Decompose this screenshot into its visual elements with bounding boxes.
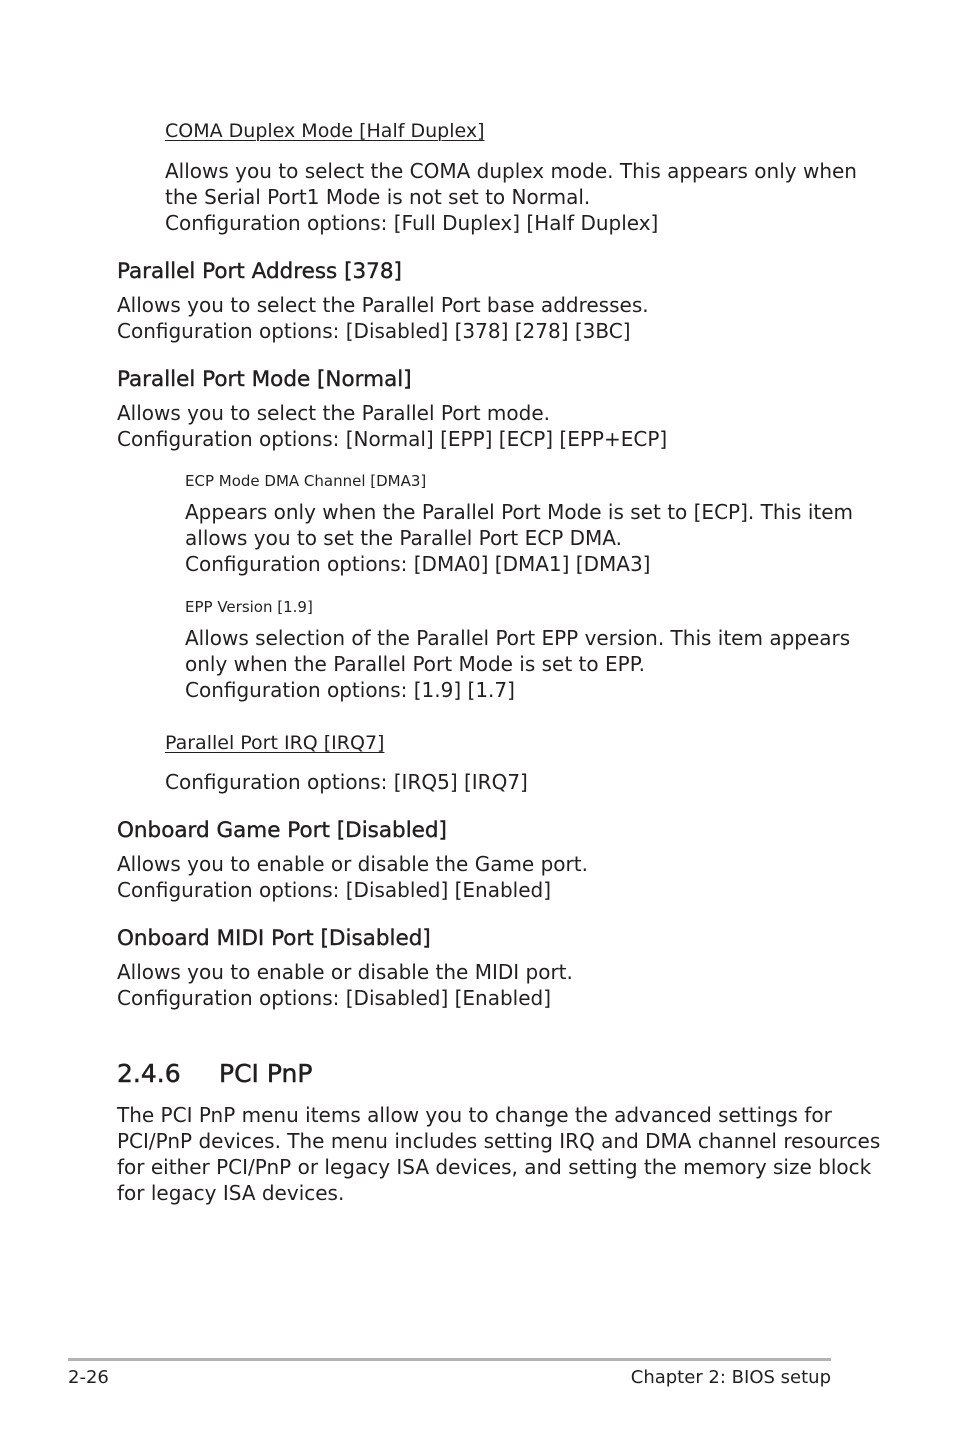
epp-version-line-1: Allows selection of the Parallel Port EPP version. This item appears [185, 626, 851, 650]
coma-duplex-line-2: the Serial Port1 Mode is not set to Normal. [165, 185, 591, 209]
pci-pnp-line-1: The PCI PnP menu items allow you to change the advanced settings for [117, 1103, 832, 1127]
section-name: PCI PnP [219, 1059, 313, 1088]
ecp-dma-line-1: Appears only when the Parallel Port Mode is set to [ECP]. This item [185, 500, 854, 524]
pci-pnp-description [117, 1102, 880, 1206]
epp-version-description [185, 625, 850, 703]
pci-pnp-line-3: for either PCI/PnP or legacy ISA devices, and setting the memory size block [117, 1155, 872, 1179]
footer-page-number: 2-26 [68, 1367, 109, 1388]
ecp-dma-heading: ECP Mode DMA Channel [DMA3] [185, 472, 427, 490]
footer-divider [68, 1358, 831, 1361]
parallel-port-address-description [117, 292, 649, 344]
epp-version-heading: EPP Version [1.9] [185, 598, 313, 616]
parallel-port-mode-line-2: Configuration options: [Normal] [EPP] [ECP] [EPP+ECP] [117, 427, 668, 451]
onboard-game-port-description [117, 851, 588, 903]
onboard-game-port-heading: Onboard Game Port [Disabled] [117, 818, 447, 843]
coma-duplex-heading: COMA Duplex Mode [Half Duplex] [165, 120, 485, 142]
onboard-game-port-line-2: Configuration options: [Disabled] [Enabled] [117, 878, 552, 902]
ecp-dma-line-3: Configuration options: [DMA0] [DMA1] [DMA3] [185, 552, 651, 576]
parallel-port-mode-description [117, 400, 667, 452]
onboard-midi-port-line-2: Configuration options: [Disabled] [Enabled] [117, 986, 552, 1010]
coma-duplex-description [165, 158, 857, 236]
parallel-port-mode-heading: Parallel Port Mode [Normal] [117, 367, 412, 392]
parallel-port-irq-line-1: Configuration options: [IRQ5] [IRQ7] [165, 770, 528, 794]
parallel-port-irq-description [165, 769, 528, 795]
coma-duplex-line-3: Configuration options: [Full Duplex] [Half Duplex] [165, 211, 659, 235]
pci-pnp-line-4: for legacy ISA devices. [117, 1181, 345, 1205]
coma-duplex-line-1: Allows you to select the COMA duplex mode. This appears only when [165, 159, 857, 183]
section-title [117, 1058, 312, 1090]
ecp-dma-line-2: allows you to set the Parallel Port ECP DMA. [185, 526, 622, 550]
parallel-port-address-heading: Parallel Port Address [378] [117, 259, 402, 284]
onboard-midi-port-heading: Onboard MIDI Port [Disabled] [117, 926, 431, 951]
parallel-port-irq-heading: Parallel Port IRQ [IRQ7] [165, 732, 385, 754]
ecp-dma-description [185, 499, 853, 577]
parallel-port-address-line-1: Allows you to select the Parallel Port base addresses. [117, 293, 649, 317]
footer-chapter-title: Chapter 2: BIOS setup [630, 1367, 831, 1388]
parallel-port-mode-line-1: Allows you to select the Parallel Port mode. [117, 401, 550, 425]
parallel-port-address-line-2: Configuration options: [Disabled] [378] [278] [3BC] [117, 319, 631, 343]
onboard-midi-port-description [117, 959, 573, 1011]
pci-pnp-line-2: PCI/PnP devices. The menu includes setting IRQ and DMA channel resources [117, 1129, 881, 1153]
epp-version-line-3: Configuration options: [1.9] [1.7] [185, 678, 515, 702]
onboard-game-port-line-1: Allows you to enable or disable the Game port. [117, 852, 588, 876]
section-number: 2.4.6 [117, 1059, 181, 1088]
epp-version-line-2: only when the Parallel Port Mode is set to EPP. [185, 652, 645, 676]
onboard-midi-port-line-1: Allows you to enable or disable the MIDI port. [117, 960, 573, 984]
